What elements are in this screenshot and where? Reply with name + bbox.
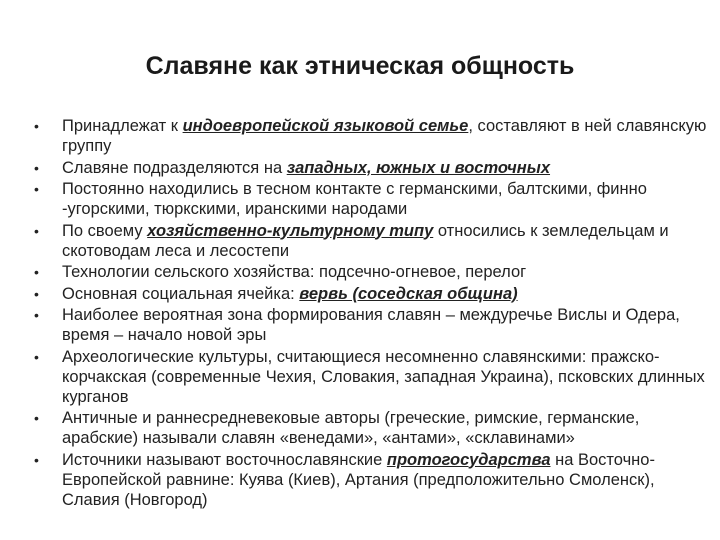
list-item (34, 116, 714, 156)
bullet-icon: • (34, 307, 39, 323)
list-item (34, 305, 714, 345)
bullet-icon: • (34, 410, 39, 426)
list-item (34, 347, 714, 407)
item-emphasis: хозяйственно-культурному типу (147, 221, 434, 240)
list-item (34, 158, 714, 178)
item-text: Основная социальная ячейка: (62, 284, 300, 303)
item-text: относились к земледельцам и скотоводам леса и лесостепи (62, 221, 669, 260)
item-text: , составляют в ней славянскую группу (62, 117, 707, 155)
bullet-icon: • (34, 285, 39, 302)
list-item (34, 284, 714, 304)
list-item (34, 450, 714, 510)
bullet-list (34, 116, 714, 511)
bullet-icon: • (34, 159, 39, 176)
item-text: Античные и раннесредневековые авторы (греческие, римские, германские, арабские) называли славян «венедами», «антами», «склавинами» (62, 409, 640, 447)
item-emphasis: вервь (соседская община) (299, 284, 518, 303)
item-emphasis: индоевропейской языковой семье (182, 117, 469, 135)
item-emphasis: западных, южных и восточных (286, 158, 551, 177)
item-text: Технологии сельского хозяйства: подсечно-огневое, перелог (62, 263, 527, 281)
item-text: Принадлежат к (62, 117, 183, 135)
list-item (34, 179, 714, 219)
bullet-icon: • (34, 264, 39, 280)
list-item (34, 221, 714, 261)
item-text: Источники называют восточнославянские (62, 450, 387, 469)
list-item (34, 262, 714, 282)
item-text: Археологические культуры, считающиеся несомненно славянскими: пражско-корчакская (современные Чехия, Словакия, западная Украина), псковских длинных курганов (62, 347, 705, 406)
bullet-icon: • (34, 348, 39, 365)
list-item (34, 408, 714, 448)
item-text: на Восточно-Европейской равнине: Куява (Киев), Артания (предположительно Смоленск), Славия (Новгород) (62, 450, 655, 509)
item-text: По своему (62, 221, 148, 240)
bullet-icon: • (34, 118, 39, 134)
item-text: Славяне подразделяются на (62, 158, 287, 177)
bullet-icon: • (34, 451, 39, 468)
bullet-icon: • (34, 181, 39, 197)
bullet-icon: • (34, 222, 39, 239)
item-emphasis: протогосударства (386, 450, 551, 469)
item-text: Наиболее вероятная зона формирования славян – междуречье Вислы и Одера, время – начало новой эры (62, 306, 680, 344)
slide-title: Славяне как этническая общность (145, 52, 575, 80)
item-text: Постоянно находились в тесном контакте с германскими, балтскими, финно -угорскими, тюркскими, иранскими народами (62, 180, 647, 218)
